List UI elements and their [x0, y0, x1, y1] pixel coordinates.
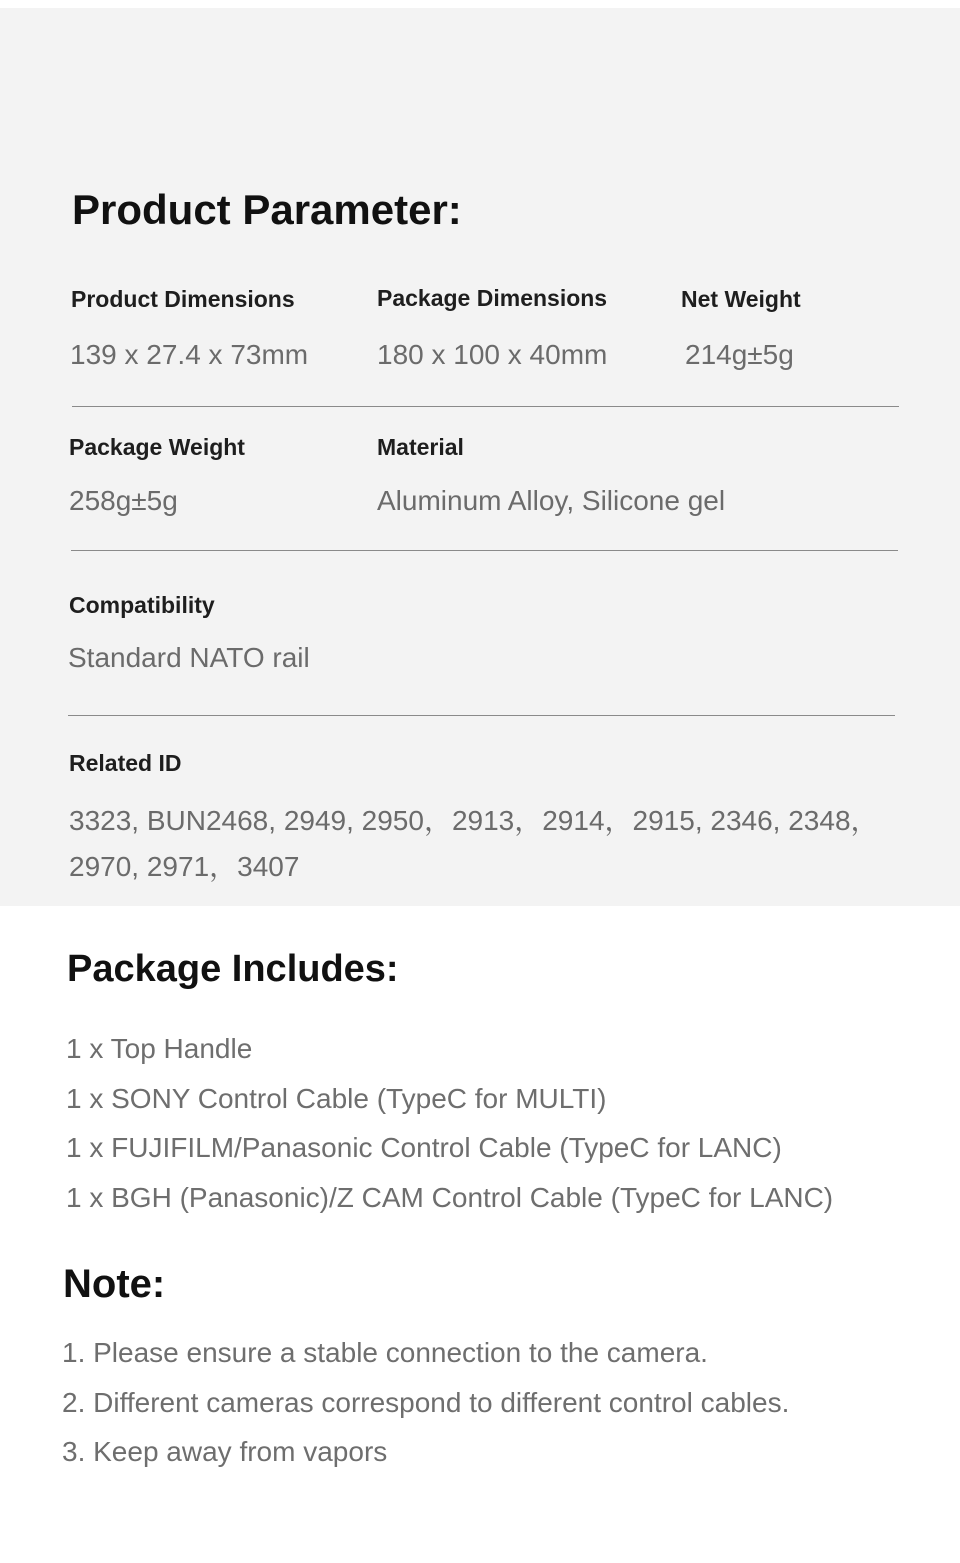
package-includes-list	[66, 1024, 833, 1222]
note-title: Note:	[63, 1262, 166, 1306]
product-dimensions-label: Product Dimensions	[71, 286, 295, 312]
package-dimensions-label: Package Dimensions	[377, 285, 608, 311]
material-value: Aluminum Alloy, Silicone gel	[377, 485, 726, 516]
list-item: 3. Keep away from vapors	[62, 1436, 388, 1467]
list-item: 2. Different cameras correspond to different control cables.	[62, 1386, 790, 1418]
package-includes-title: Package Includes:	[67, 948, 399, 990]
compatibility-label: Compatibility	[69, 592, 215, 618]
list-item: 1 x FUJIFILM/Panasonic Control Cable (TypeC for LANC)	[66, 1132, 782, 1163]
list-item: 1 x BGH (Panasonic)/Z CAM Control Cable (TypeC for LANC)	[66, 1181, 834, 1213]
related-id-value: 3323, BUN2468, 2949, 2950，2913，2914，2915, 2346, 2348，2970, 2971，3407	[69, 805, 879, 882]
list-item: 1 x Top Handle	[66, 1033, 253, 1064]
material-label: Material	[377, 434, 464, 460]
net-weight-label: Net Weight	[681, 286, 801, 312]
product-dimensions-value: 139 x 27.4 x 73mm	[70, 339, 309, 370]
divider-3	[68, 715, 895, 716]
related-id-label: Related ID	[69, 750, 182, 776]
package-weight-label: Package Weight	[69, 434, 245, 460]
package-dimensions-value: 180 x 100 x 40mm	[377, 339, 608, 370]
net-weight-value: 214g±5g	[685, 339, 794, 370]
list-item: 1 x SONY Control Cable (TypeC for MULTI)	[66, 1082, 607, 1114]
divider-1	[72, 406, 899, 407]
package-weight-value: 258g±5g	[69, 485, 178, 516]
divider-2	[71, 550, 898, 551]
product-parameter-title: Product Parameter:	[72, 186, 462, 233]
compatibility-value: Standard NATO rail	[68, 642, 310, 673]
note-list	[62, 1328, 789, 1477]
list-item: 1. Please ensure a stable connection to the camera.	[62, 1337, 708, 1368]
